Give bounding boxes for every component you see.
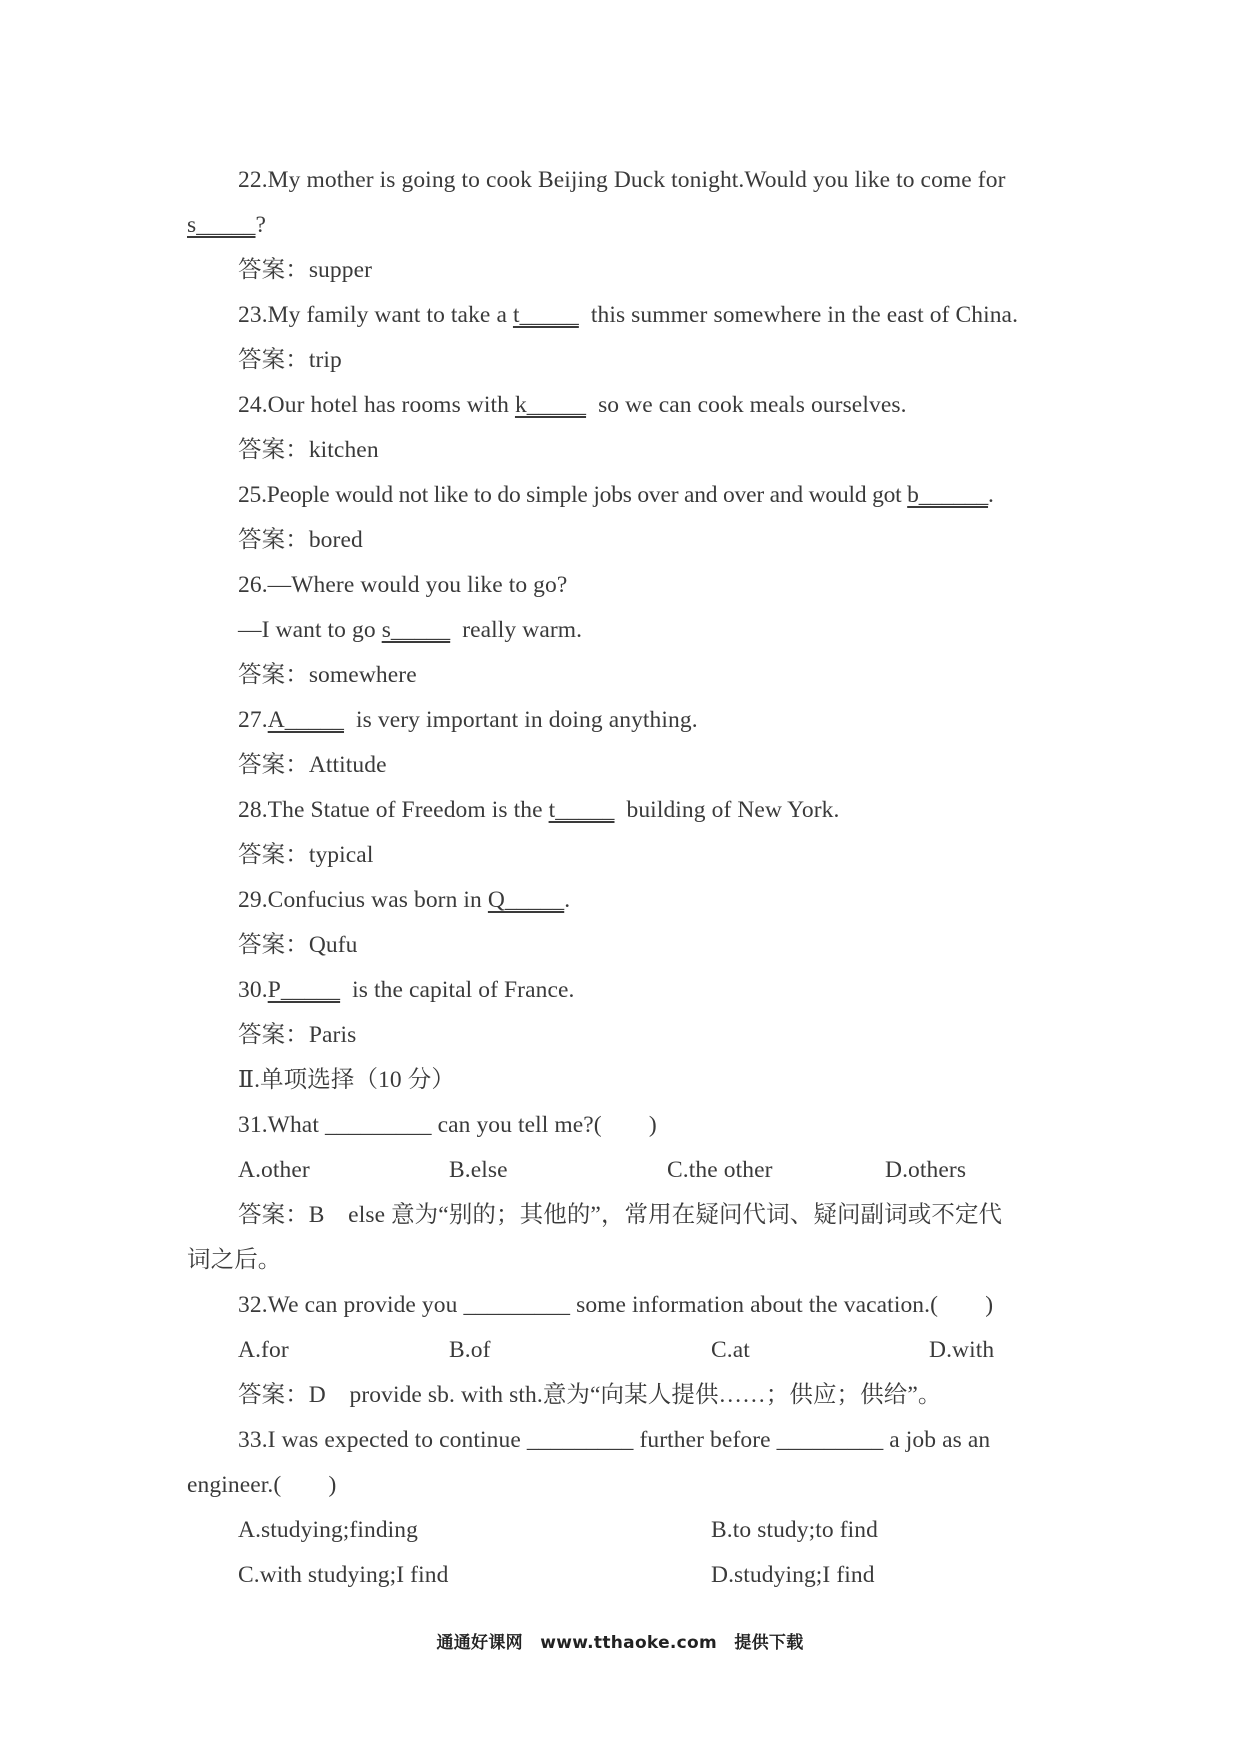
question-33-option-b: B.to study;to find: [711, 1517, 878, 1543]
question-29-post: .: [564, 887, 571, 913]
answer-label: 答案：: [238, 932, 309, 958]
question-31-option-b: B.else: [449, 1157, 508, 1183]
question-28: [238, 795, 839, 825]
question-32-option-b: B.of: [449, 1337, 491, 1363]
question-26-pre: —I want to go: [238, 617, 382, 643]
question-29: [238, 885, 570, 915]
question-27-blank: A_____: [267, 707, 345, 733]
answer-label: 答案：: [238, 257, 309, 283]
question-33-stem-line1: [238, 1425, 990, 1455]
answer-label: 答案：: [238, 752, 309, 778]
answer-value: Paris: [308, 1022, 357, 1048]
answer-label: 答案：: [238, 527, 309, 553]
question-24-pre: 24.Our hotel has rooms with: [238, 392, 515, 418]
question-27-post: is very important in doing anything.: [356, 707, 698, 733]
question-32-stem: [238, 1290, 993, 1320]
question-30: [238, 975, 575, 1005]
page-footer: [0, 1628, 1240, 1653]
question-28-post: building of New York.: [626, 797, 840, 823]
question-29-pre: 29.Confucius was born in: [238, 887, 488, 913]
answer-label: 答案：: [238, 842, 309, 868]
question-26-blank: s_____: [381, 617, 451, 643]
answer-value: kitchen: [308, 437, 379, 463]
question-23: [238, 300, 1018, 330]
question-25: [238, 480, 994, 510]
question-31-text: 31.What _________ can you tell me?( ): [238, 1112, 657, 1138]
question-25-pre: 25.People would not like to do simple jobs over and over and would got: [238, 482, 908, 508]
question-25-blank: b______: [907, 482, 989, 508]
answer-32: [238, 1380, 942, 1410]
answer-31-text-cont: 词之后。: [187, 1247, 282, 1273]
section-2-heading: [238, 1065, 455, 1095]
question-32-option-c: C.at: [711, 1337, 750, 1363]
question-25-post: .: [988, 482, 994, 508]
answer-31-line1: [238, 1200, 1002, 1230]
answer-29: [238, 930, 358, 960]
section-heading-text: Ⅱ.单项选择（10 分）: [238, 1067, 455, 1093]
answer-28: [238, 840, 373, 870]
question-27-pre: 27.: [238, 707, 268, 733]
question-33-text-cont: engineer.( ): [187, 1472, 337, 1498]
question-22-after: ?: [255, 212, 267, 238]
answer-26: [238, 660, 417, 690]
answer-value: Attitude: [308, 752, 387, 778]
question-31-option-d: D.others: [885, 1157, 967, 1183]
answer-value: supper: [308, 257, 373, 283]
answer-label: 答案：: [238, 437, 309, 463]
question-31-option-a: A.other: [238, 1157, 310, 1183]
question-22-line1: [238, 165, 1006, 195]
question-26-line1: [238, 570, 567, 600]
question-31-option-c: C.the other: [667, 1157, 773, 1183]
answer-value: typical: [308, 842, 374, 868]
answer-22: [238, 255, 372, 285]
answer-32-text: 答案：D provide sb. with sth.意为“向某人提供……；供应；供给”。: [238, 1382, 942, 1408]
question-33-text: 33.I was expected to continue _________ further before _________ a job as an: [238, 1427, 991, 1453]
answer-25: [238, 525, 363, 555]
question-24-blank: k_____: [514, 392, 587, 418]
answer-label: 答案：: [238, 662, 309, 688]
question-28-blank: t_____: [548, 797, 615, 823]
answer-value: trip: [308, 347, 342, 373]
answer-31-line2: [187, 1245, 281, 1275]
question-33-option-d: D.studying;I find: [711, 1562, 875, 1588]
answer-23: [238, 345, 342, 375]
question-23-blank: t_____: [512, 302, 579, 328]
question-27: [238, 705, 698, 735]
question-33-option-c: C.with studying;I find: [238, 1562, 449, 1588]
answer-31-text: 答案：B else 意为“别的；其他的”，常用在疑问代词、疑问副词或不定代: [238, 1202, 1003, 1228]
question-30-blank: P_____: [267, 977, 341, 1003]
question-31-stem: [238, 1110, 657, 1140]
question-26-line2: [238, 615, 582, 645]
question-32-text: 32.We can provide you _________ some information about the vacation.( ): [238, 1292, 994, 1318]
question-29-blank: Q_____: [487, 887, 565, 913]
question-30-post: is the capital of France.: [352, 977, 575, 1003]
question-22-line2: [187, 210, 266, 240]
question-22-text: 22.My mother is going to cook Beijing Duck tonight.Would you like to come for: [238, 167, 1006, 193]
answer-label: 答案：: [238, 347, 309, 373]
question-32-option-d: D.with: [929, 1337, 995, 1363]
answer-27: [238, 750, 387, 780]
answer-30: [238, 1020, 356, 1050]
question-32-option-a: A.for: [238, 1337, 289, 1363]
footer-text: 通通好课网 www.tthaoke.com 提供下载: [436, 1633, 804, 1653]
question-30-pre: 30.: [238, 977, 268, 1003]
question-23-pre: 23.My family want to take a: [238, 302, 513, 328]
question-24: [238, 390, 907, 420]
answer-value: somewhere: [308, 662, 417, 688]
question-24-post: so we can cook meals ourselves.: [598, 392, 907, 418]
question-33-stem-line2: [187, 1470, 336, 1500]
question-26-text: 26.—Where would you like to go?: [238, 572, 568, 598]
answer-value: Qufu: [308, 932, 358, 958]
answer-24: [238, 435, 379, 465]
question-26-post: really warm.: [462, 617, 583, 643]
question-22-blank: s_____: [187, 212, 256, 238]
answer-label: 答案：: [238, 1022, 309, 1048]
question-33-option-a: A.studying;finding: [238, 1517, 419, 1543]
answer-value: bored: [308, 527, 363, 553]
question-28-pre: 28.The Statue of Freedom is the: [238, 797, 549, 823]
question-23-post: this summer somewhere in the east of China.: [590, 302, 1019, 328]
